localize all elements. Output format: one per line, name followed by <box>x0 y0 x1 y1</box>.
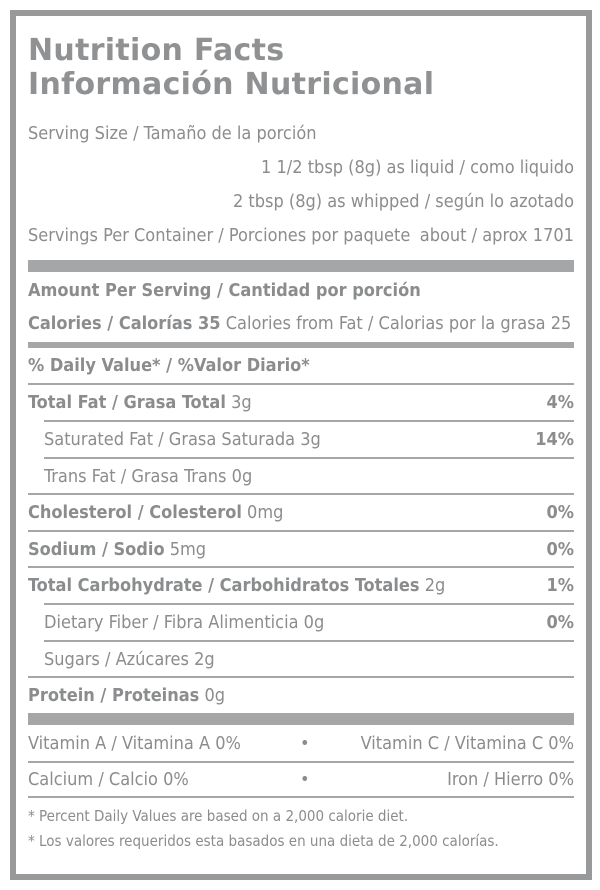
servings-per-container-value: about / aprox 1701 <box>419 225 574 246</box>
title-spanish: Información Nutricional <box>28 67 435 102</box>
iron: Iron / Hierro 0% <box>447 769 574 790</box>
calcium: Calcium / Calcio 0% <box>28 769 189 790</box>
nutrient-row-cholesterol <box>28 501 574 525</box>
nutrient-amount: 3g <box>300 429 321 450</box>
servings-per-container-row <box>28 224 574 248</box>
amount-per-serving-header: Amount Per Serving / Cantidad por porción <box>28 280 421 301</box>
divider <box>28 676 574 678</box>
nutrient-amount: 5mg <box>169 539 207 560</box>
nutrient-row-saturated-fat <box>28 428 574 452</box>
nutrient-amount: 0mg <box>247 502 284 523</box>
serving-size-liquid: 1 1/2 tbsp (8g) as liquid / como liquido <box>261 157 574 178</box>
divider <box>28 761 574 763</box>
nutrient-amount: 3g <box>231 392 252 413</box>
nutrient-amount: 2g <box>194 649 215 670</box>
nutrient-dv: 4% <box>546 392 574 413</box>
divider <box>44 640 574 642</box>
nutrient-dv: 0% <box>546 502 574 523</box>
divider <box>28 796 574 798</box>
thick-rule <box>28 260 574 272</box>
medium-rule <box>28 342 574 348</box>
nutrient-name: Cholesterol / Colesterol <box>28 502 242 523</box>
nutrient-amount: 0g <box>204 685 226 706</box>
nutrient-name: Sugars / Azúcares <box>44 649 189 670</box>
footnote-spanish: * Los valores requeridos esta basados en una dieta de 2,000 calorías. <box>28 832 499 850</box>
nutrient-name: Total Fat / Grasa Total <box>28 392 226 413</box>
nutrient-row-sugars <box>28 648 574 672</box>
nutrient-name: Saturated Fat / Grasa Saturada <box>44 429 296 450</box>
nutrient-dv: 14% <box>535 429 574 450</box>
divider <box>28 493 574 495</box>
nutrient-dv: 0% <box>546 539 574 560</box>
nutrient-row-trans-fat <box>28 465 574 489</box>
serving-size-whipped: 2 tbsp (8g) as whipped / según lo azotado <box>232 191 574 212</box>
nutrient-row-total-fat <box>28 391 574 415</box>
divider <box>28 383 574 385</box>
title-english: Nutrition Facts <box>28 33 285 68</box>
servings-per-container-label: Servings Per Container / Porciones por paquete <box>28 225 411 246</box>
daily-value-header: % Daily Value* / %Valor Diario* <box>28 355 310 376</box>
bullet-separator: • <box>300 733 310 754</box>
vitamin-row-2 <box>28 768 574 792</box>
nutrient-dv: 0% <box>546 612 574 633</box>
vitamin-row-1 <box>28 732 574 756</box>
divider <box>44 603 574 605</box>
nutrient-name: Total Carbohydrate / Carbohidratos Totales <box>28 575 420 596</box>
nutrient-row-protein <box>28 684 574 708</box>
calories-label: Calories / Calorías 35 <box>28 313 221 334</box>
nutrient-row-sodium <box>28 538 574 562</box>
serving-size-label: Serving Size / Tamaño de la porción <box>28 123 317 144</box>
divider <box>28 566 574 568</box>
nutrient-dv: 1% <box>546 575 574 596</box>
calories-from-fat: Calories from Fat / Calorias por la grasa 25 <box>225 313 572 334</box>
nutrient-name: Sodium / Sodio <box>28 539 165 560</box>
nutrient-amount: 2g <box>424 575 446 596</box>
vitamin-c: Vitamin C / Vitamina C 0% <box>360 733 574 754</box>
nutrition-facts-label <box>10 10 592 880</box>
calories-row <box>28 312 574 336</box>
nutrient-name: Dietary Fiber / Fibra Alimenticia <box>44 612 299 633</box>
footnote-english: * Percent Daily Values are based on a 2,000 calorie diet. <box>28 807 409 825</box>
divider <box>28 530 574 532</box>
nutrient-amount: 0g <box>303 612 325 633</box>
label-content <box>28 16 574 874</box>
nutrient-row-total-carbohydrate <box>28 574 574 598</box>
divider <box>44 420 574 422</box>
thick-rule <box>28 713 574 725</box>
nutrient-row-dietary-fiber <box>28 611 574 635</box>
divider <box>44 457 574 459</box>
bullet-separator: • <box>300 769 310 790</box>
nutrient-name: Trans Fat / Grasa Trans <box>44 466 227 487</box>
nutrient-name: Protein / Proteinas <box>28 685 200 706</box>
nutrient-amount: 0g <box>231 466 253 487</box>
vitamin-a: Vitamin A / Vitamina A 0% <box>28 733 241 754</box>
